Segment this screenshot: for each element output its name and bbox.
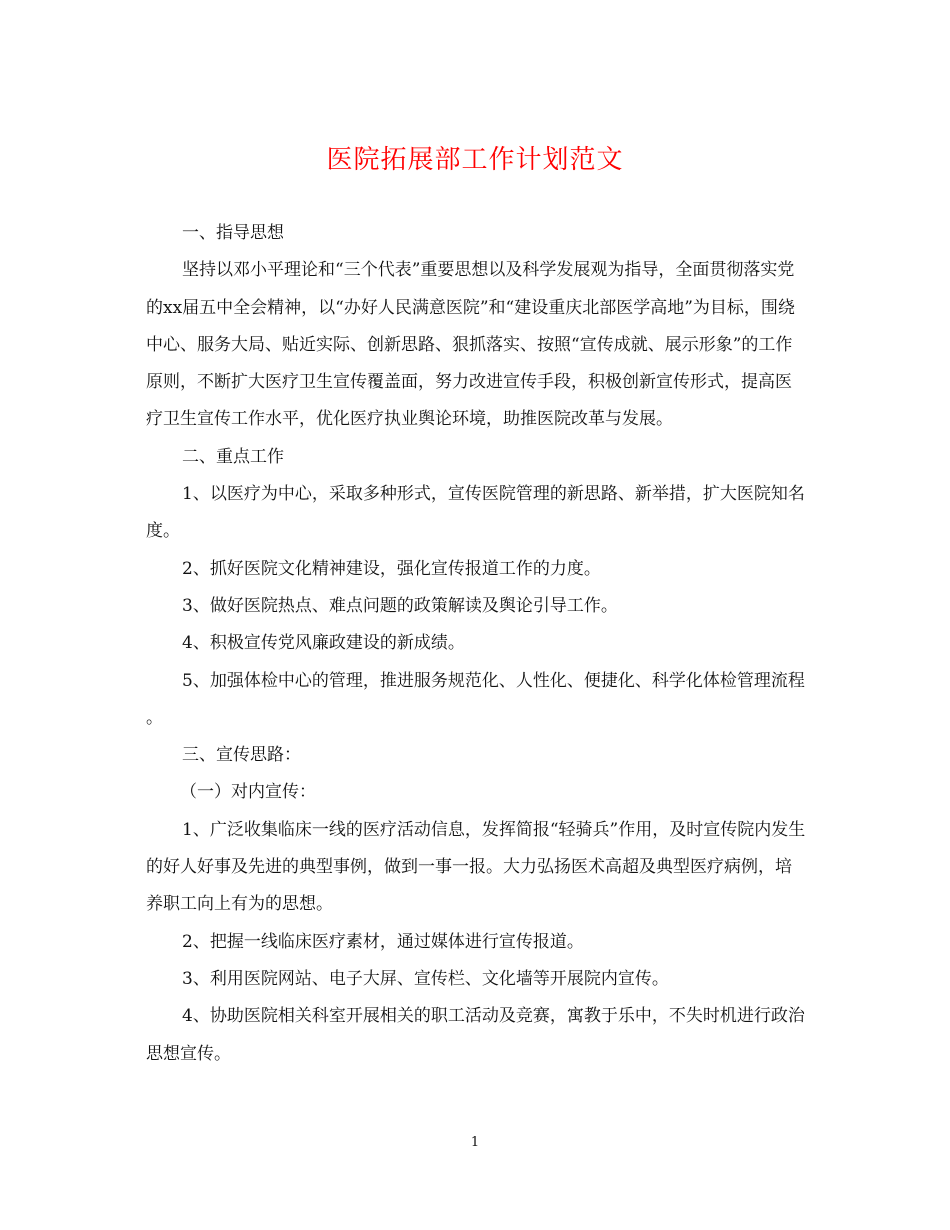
list-item: 2、抓好医院文化精神建设，强化宣传报道工作的力度。 [182, 558, 601, 579]
list-item: 2、把握一线临床医疗素材，通过媒体进行宣传报道。 [182, 931, 584, 952]
page-number: 1 [470, 1135, 480, 1150]
subheading-internal-publicity: （一）对内宣传： [180, 782, 316, 803]
list-item: 3、利用医院网站、电子大屏、宣传栏、文化墙等开展院内宣传。 [182, 968, 669, 989]
list-item: 5、加强体检中心的管理，推进服务规范化、人性化、便捷化、科学化体检管理流程 。 [146, 670, 805, 728]
list-item: 3、做好医院热点、难点问题的政策解读及舆论引导工作。 [182, 595, 618, 616]
list-item: 4、积极宣传党风廉政建设的新成绩。 [182, 633, 465, 654]
list-item: 1、广泛收集临床一线的医疗活动信息，发挥简报“轻骑兵”作用，及时宣传院内发生的好人好事及先进的典型事例，做到一事一报。大力弘扬医术高超及典型医疗病例，培养职工向上有为的思想。 [146, 819, 806, 915]
list-item: 1、以医疗为中心，采取多种形式，宣传医院管理的新思路、新举措，扩大医院知名度。 [146, 484, 805, 542]
list-item: 4、协助医院相关科室开展相关的职工活动及竞赛，寓教于乐中，不失时机进行政治思想宣传。 [146, 1006, 805, 1064]
heading-guiding-ideology: 一、指导思想 [182, 223, 284, 243]
document-body [146, 215, 808, 1073]
document-title: 医院拓展部工作计划范文 [326, 145, 624, 175]
paragraph-guiding-ideology: 坚持以邓小平理论和“三个代表”重要思想以及科学发展观为指导，全面贯彻落实党的xx届五中全会精神，以“办好人民满意医院”和“建设重庆北部医学高地”为目标，围绕中心、服务大局、贴近实际、创新思路、狠抓落实、按照“宣传成就、展示形象”的工作原则，不断扩大医疗卫生宣传覆盖面，努力改进宣传手段，积极创新宣传形式，提高医疗卫生宣传工作水平，优化医疗执业舆论环境，助推医院改革与发展。 [146, 260, 795, 430]
heading-key-work: 二、重点工作 [182, 446, 284, 467]
heading-publicity-ideas: 三、宣传思路： [182, 745, 301, 766]
